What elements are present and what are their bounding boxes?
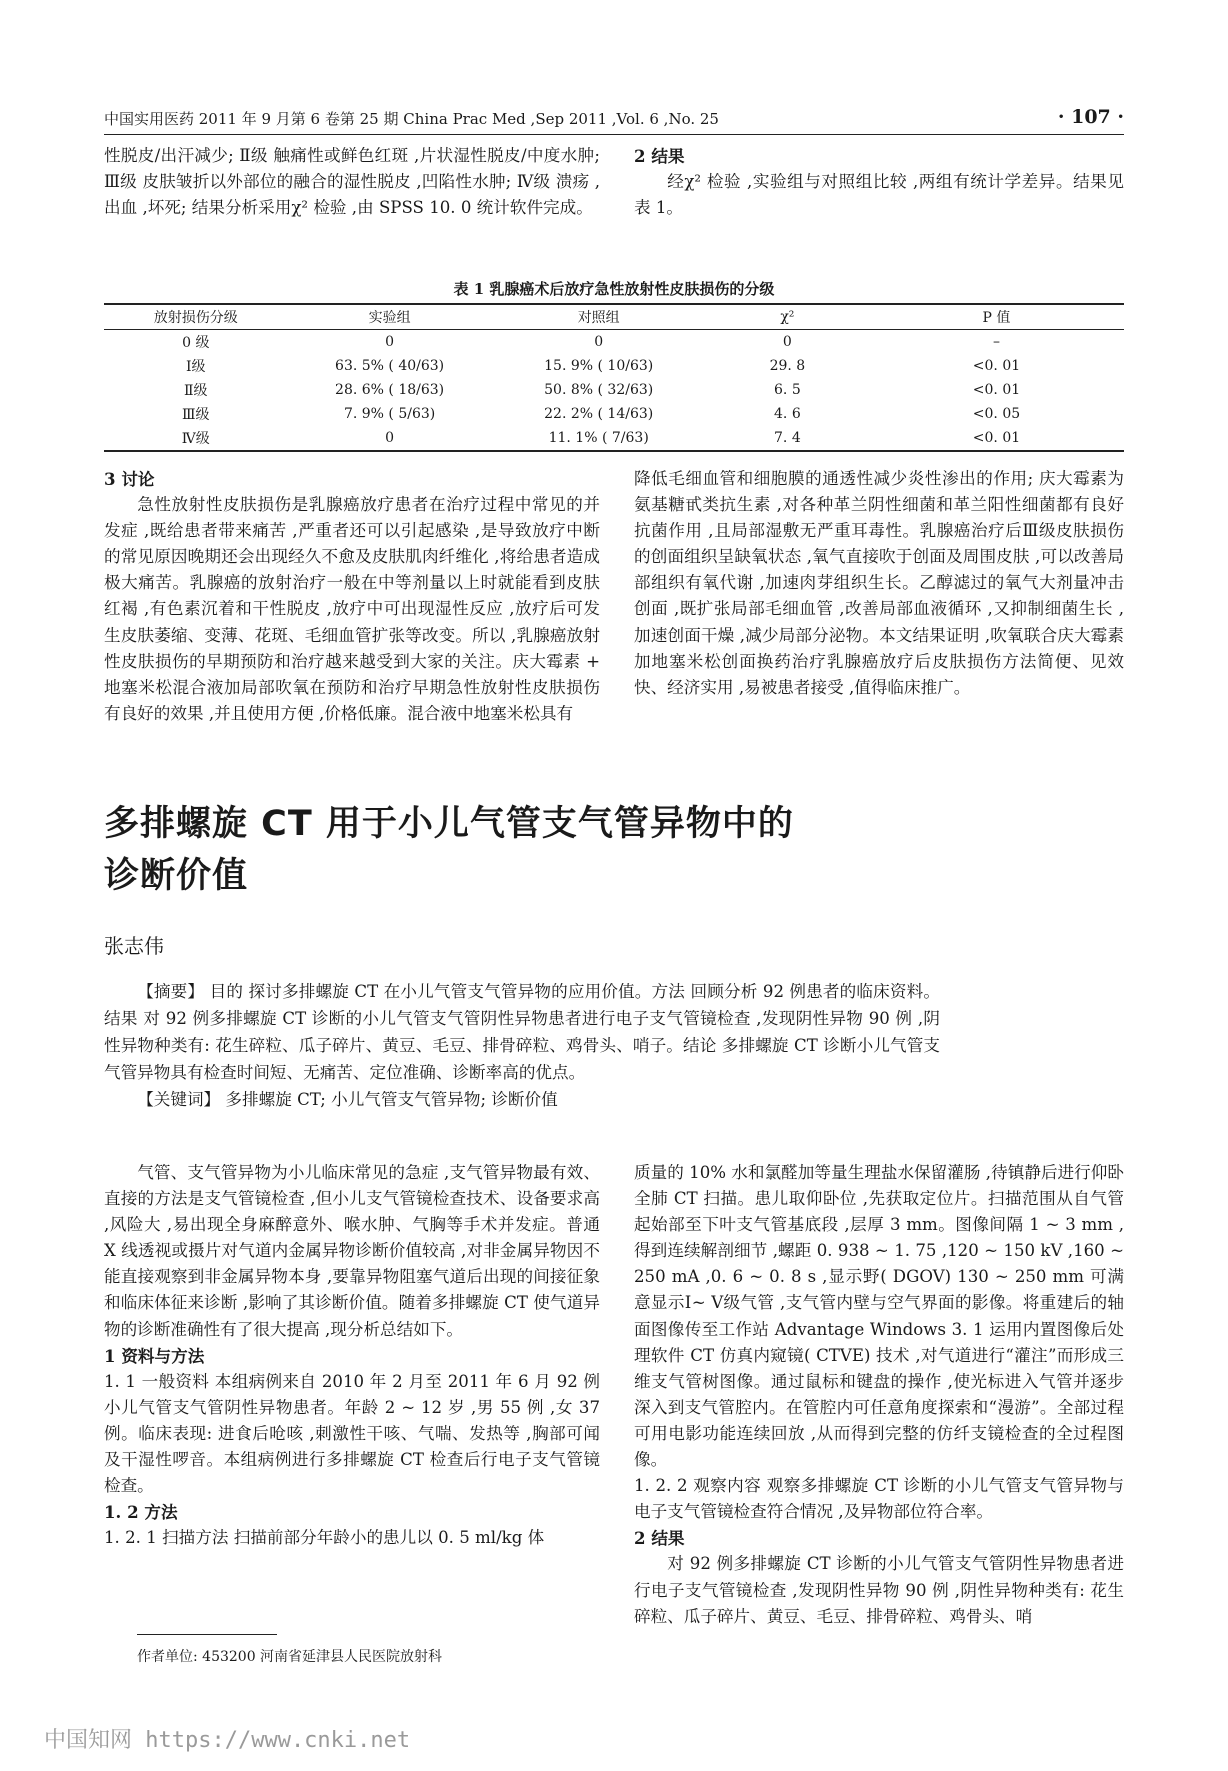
table-row bbox=[104, 330, 1124, 355]
table-row bbox=[104, 402, 1124, 426]
body-left-column bbox=[104, 1160, 600, 1551]
table-cell: Ⅱ级 bbox=[184, 383, 208, 399]
table-cell: 22. 2% ( 14/63) bbox=[544, 406, 654, 422]
table-cell: 7. 9% ( 5/63) bbox=[343, 406, 436, 422]
body-right-column bbox=[634, 1160, 1124, 1630]
table-cell: – bbox=[992, 334, 1000, 350]
keywords: 【关键词】 多排螺旋 CT; 小儿气管支气管异物; 诊断价值 bbox=[137, 1090, 558, 1109]
table-cell: 0 级 bbox=[182, 335, 210, 351]
table-cell: <0. 01 bbox=[972, 382, 1021, 398]
table-cell: 15. 9% ( 10/63) bbox=[544, 358, 654, 374]
table-header-cell: 放射损伤分级 bbox=[153, 310, 238, 326]
abstract-block bbox=[104, 978, 940, 1113]
results-heading: 2 结果 bbox=[634, 146, 685, 166]
table-cell: Ⅲ级 bbox=[182, 407, 210, 423]
method-continued: 质量的 10% 水和氯醛加等量生理盐水保留灌肠 ,待镇静后进行仰卧全肺 CT 扫描。患儿取仰卧位 ,先获取定位片。扫描范围从自气管起始部至下叶支气管基底段 ,层厚 3 mm。图像间隔 1 ~ 3 mm ,得到连续解剖细节 ,螺距 0. 938 ~ 1. 75 ,120 ~ 150 kV ,160 ~ 250 mA ,0. 6 ~ 0. 8 s ,显示野( DGOV) 130 ~ 250 mm 可满意显示Ⅰ~ Ⅴ级气管 ,支气管内壁与空气界面的影像。将重建后的轴面图像传至工作站 Advantage Windows 3. 1 运用内置图像后处理软件 CT 仿真内窥镜( CTVE) 技术 ,对气道进行“灌注”而形成三维支气管树图像。通过鼠标和键盘的操作 ,使光标进入气管并逐步深入到支气管腔内。在管腔内可任意角度探索和“漫游”。全部过程可用电影功能连续回放 ,从而得到完整的仿纤支镜检查的全过程图像。 bbox=[634, 1163, 1124, 1470]
header-rule bbox=[104, 134, 1124, 135]
article-title-line: 多排螺旋 CT 用于小儿气管支气管异物中的 bbox=[104, 804, 794, 844]
table-cell: 29. 8 bbox=[769, 358, 806, 374]
footnote-rule bbox=[137, 1634, 277, 1635]
table-header-cell: χ² bbox=[780, 309, 795, 325]
table-cell: 28. 6% ( 18/63) bbox=[335, 382, 445, 398]
table-cell: 6. 5 bbox=[774, 382, 801, 398]
table-cell: 7. 4 bbox=[774, 430, 801, 446]
discussion-right-column bbox=[634, 466, 1124, 701]
discussion-paragraph-continued: 降低毛细血管和细胞膜的通透性减少炎性渗出的作用; 庆大霉素为氨基糖甙类抗生素 ,对各种革兰阴性细菌和革兰阳性细菌都有良好抗菌作用 ,且局部湿敷无严重耳毒性。乳腺癌治疗后Ⅲ级皮肤损伤的创面组织呈缺氧状态 ,氧气直接吹于创面及周围皮肤 ,可以改善局部组织有氧代谢 ,加速肉芽组织生长。乙醇滤过的氧气大剂量冲击创面 ,既扩张局部毛细血管 ,改善局部血液循环 ,又抑制细菌生长 ,加速创面干燥 ,减少局部分泌物。本文结果证明 ,吹氧联合庆大霉素加地塞米松创面换药治疗乳腺癌放疗后皮肤损伤方法简便、见效快、经济实用 ,易被患者接受 ,值得临床推广。 bbox=[634, 469, 1124, 697]
prev-article-method-end bbox=[104, 143, 600, 221]
table-cell: 11. 1% ( 7/63) bbox=[548, 430, 649, 446]
journal-citation: 中国实用医药 2011 年 9 月第 6 卷第 25 期 China Prac Med ,Sep 2011 ,Vol. 6 ,No. 25 bbox=[104, 110, 719, 128]
subsection-paragraph: 1. 2. 1 扫描方法 扫描前部分年龄小的患儿以 0. 5 ml/kg 体 bbox=[104, 1528, 545, 1548]
table-cell: 0 bbox=[385, 430, 395, 446]
table-header-cell: 实验组 bbox=[368, 310, 411, 326]
discussion-paragraph: 急性放射性皮肤损伤是乳腺癌放疗患者在治疗过程中常见的并发症 ,既给患者带来痛苦 ,严重者还可以引起感染 ,是导致放疗中断的常见原因晚期还会出现经久不愈及皮肤肌肉纤维化 ,将给患者造成极大痛苦。乳腺癌的放射治疗一般在中等剂量以上时就能看到皮肤红褐 ,有色素沉着和干性脱皮 ,放疗中可出现湿性反应 ,放疗后可发生皮肤萎缩、变薄、花斑、毛细血管扩张等改变。所以 ,乳腺癌放射性皮肤损伤的早期预防和治疗越来越受到大家的关注。庆大霉素 + 地塞米松混合液加局部吹氧在预防和治疗早期急性放射性皮肤损伤有良好的效果 ,并且使用方便 ,价格低廉。混合液中地塞米松具有 bbox=[104, 495, 600, 723]
subsection-paragraph: 1. 1 一般资料 本组病例来自 2010 年 2 月至 2011 年 6 月 92 例小儿气管支气管阴性异物患者。年龄 2 ~ 12 岁 ,男 55 例 ,女 37 例。临床表现: 进食后呛咳 ,刺激性干咳、气喘、发热等 ,胸部可闻及干湿性啰音。本组病例进行多排螺旋 CT 检查后行电子支气管镜检查。 bbox=[104, 1371, 600, 1496]
author-name: 张志伟 bbox=[104, 934, 164, 958]
table-header-cell: 对照组 bbox=[577, 310, 620, 326]
discussion-left-column bbox=[104, 466, 600, 727]
table-cell: Ⅳ级 bbox=[181, 431, 210, 447]
page-number: · 107 · bbox=[1057, 106, 1124, 128]
subsection-paragraph: 1. 2. 2 观察内容 观察多排螺旋 CT 诊断的小儿气管支气管异物与电子支气管镜检查符合情况 ,及异物部位符合率。 bbox=[634, 1476, 1124, 1522]
table-cell: <0. 01 bbox=[972, 358, 1021, 374]
table-cell: 0 bbox=[782, 334, 792, 350]
table-cell: 50. 8% ( 32/63) bbox=[544, 382, 654, 398]
section-heading: 1 资料与方法 bbox=[104, 1345, 205, 1366]
subsection-heading: 1. 2 方法 bbox=[104, 1502, 178, 1523]
author-affiliation: 作者单位: 453200 河南省延津县人民医院放射科 bbox=[137, 1649, 443, 1665]
table-row bbox=[104, 378, 1124, 402]
table-cell: <0. 01 bbox=[972, 430, 1021, 446]
table-cell: 0 bbox=[385, 334, 395, 350]
section-heading: 2 结果 bbox=[634, 1528, 685, 1549]
table-cell: <0. 05 bbox=[972, 406, 1021, 422]
abstract-text: 【摘要】 目的 探讨多排螺旋 CT 在小儿气管支气管异物的应用价值。方法 回顾分析 92 例患者的临床资料。结果 对 92 例多排螺旋 CT 诊断的小儿气管支气管阴性异物患者进行电子支气管镜检查 ,发现阴性异物 90 例 ,阴性异物种类有: 花生碎粒、瓜子碎片、黄豆、毛豆、排骨碎粒、鸡骨头、哨子。结论 多排螺旋 CT 诊断小儿气管支气管异物具有检查时间短、无痛苦、定位准确、诊断率高的优点。 bbox=[104, 982, 940, 1082]
table-row bbox=[104, 426, 1124, 451]
table-cell: 63. 5% ( 40/63) bbox=[335, 358, 445, 374]
intro-paragraph: 气管、支气管异物为小儿临床常见的急症 ,支气管异物最有效、直接的方法是支气管镜检查 ,但小儿支气管镜检查技术、设备要求高 ,风险大 ,易出现全身麻醉意外、喉水肿、气胸等手术并发症。普通 X 线透视或摄片对气道内金属异物诊断价值较高 ,对非金属异物因不能直接观察到非金属异物本身 ,要靠异物阻塞气道后出现的间接征象和临床体征来诊断 ,影响了其诊断价值。随着多排螺旋 CT 使气道异物的诊断准确性有了很大提高 ,现分析总结如下。 bbox=[104, 1163, 600, 1339]
table-header-cell: P 值 bbox=[982, 310, 1011, 326]
results-paragraph: 对 92 例多排螺旋 CT 诊断的小儿气管支气管阴性异物患者进行电子支气管镜检查 ,发现阴性异物 90 例 ,阴性异物种类有: 花生碎粒、瓜子碎片、黄豆、毛豆、排骨碎粒、鸡骨头、哨 bbox=[634, 1554, 1124, 1626]
running-head bbox=[104, 108, 1124, 129]
prev-article-results bbox=[634, 143, 1124, 221]
table-cell: 4. 6 bbox=[774, 406, 801, 422]
table-row bbox=[104, 354, 1124, 378]
discussion-heading: 3 讨论 bbox=[104, 469, 155, 489]
cnki-watermark: 中国知网 https://www.cnki.net bbox=[44, 1728, 411, 1753]
table-cell: 0 bbox=[594, 334, 604, 350]
article-title-line: 诊断价值 bbox=[104, 856, 249, 896]
article-title bbox=[104, 798, 794, 902]
grading-paragraph: 性脱皮/出汗减少; Ⅱ级 触痛性或鲜色红斑 ,片状湿性脱皮/中度水肿; Ⅲ级 皮肤皱折以外部位的融合的湿性脱皮 ,凹陷性水肿; Ⅳ级 溃疡 ,出血 ,坏死; 结果分析采用χ² 检验 ,由 SPSS 10. 0 统计软件完成。 bbox=[104, 146, 600, 218]
table-header-row bbox=[104, 304, 1124, 330]
table-cell: Ⅰ级 bbox=[186, 359, 206, 375]
table-caption: 表 1 乳腺癌术后放疗急性放射性皮肤损伤的分级 bbox=[453, 280, 775, 298]
results-text: 经χ² 检验 ,实验组与对照组比较 ,两组有统计学差异。结果见表 1。 bbox=[634, 172, 1124, 218]
data-table bbox=[104, 303, 1124, 452]
